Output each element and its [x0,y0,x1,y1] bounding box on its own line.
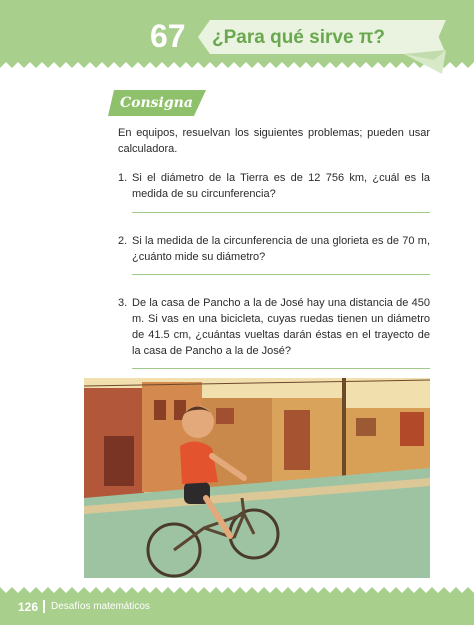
page-number: 126 [18,600,39,614]
problem-number: 2. [118,235,128,247]
ribbon-fold-decoration [404,50,446,74]
problem-text: Si la medida de la circunferencia de una glorieta es de 70 m, ¿cuánto mide su diámetro? [132,235,430,263]
lesson-number: 67 [150,18,186,54]
problem-text: Si el diámetro de la Tierra es de 12 756 km, ¿cuál es la medida de su circunferencia? [132,172,430,200]
problem-number: 1. [118,172,128,184]
consigna-label: Consigna [120,95,193,111]
problem-3 [118,295,430,359]
problem-text: De la casa de Pancho a la de José hay una distancia de 450 m. Si vas en una bicicleta, cuyas ruedas tienen un diámetro de 41.5 cm, ¿cuántas vueltas darán éstas en el trayecto de la casa de Pancho a la de José? [132,297,430,357]
problem-2 [118,233,430,265]
boy-on-bicycle-illustration [84,378,430,578]
book-title: Desafíos matemáticos [51,601,150,612]
page-title: ¿Para qué sirve π? [212,27,385,48]
answer-line-3[interactable] [132,368,430,369]
answer-line-1[interactable] [132,212,430,213]
instructions-text: En equipos, resuelvan los siguientes problemas; pueden usar calculadora. [118,127,430,155]
footer-separator [43,600,45,613]
problem-number: 3. [118,297,128,309]
header-zigzag-border [0,60,474,70]
answer-line-2[interactable] [132,274,430,275]
problem-1 [118,170,430,202]
